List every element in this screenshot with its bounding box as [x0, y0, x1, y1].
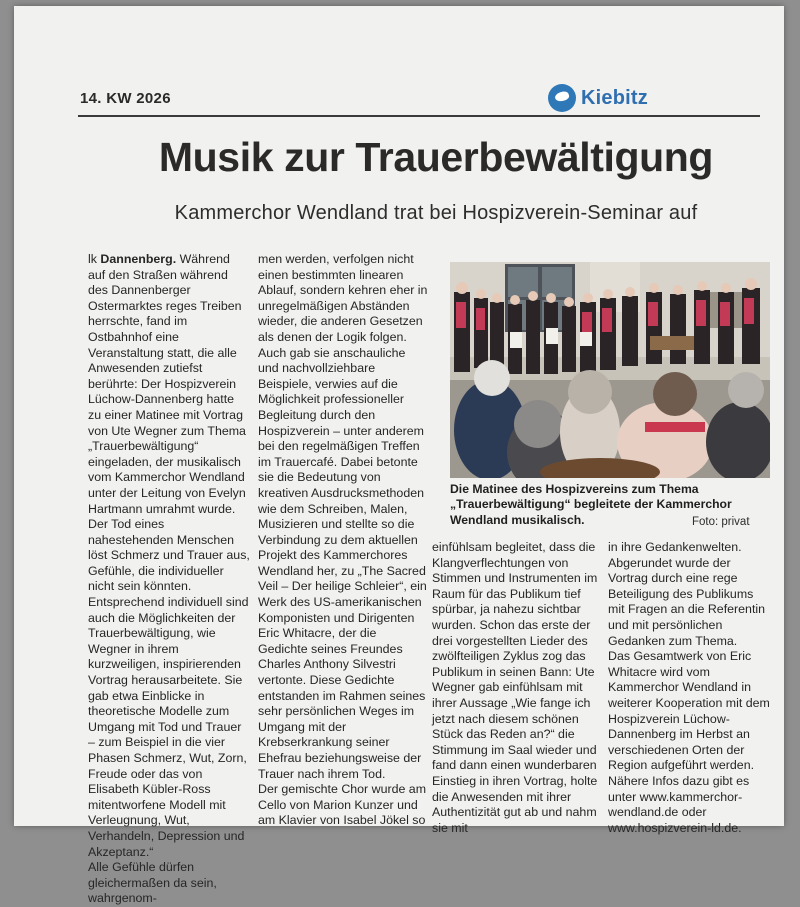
lead-paragraph: Während auf den Straßen während des Dannenberger Ostermarktes reges Treiben herrschte, fand im Ostbahnhof eine Veranstaltung statt, die alle Anwesenden zutiefst berührte: Der Hospizverein Lüchow-Dannenberg hatte zu einer Matinee mit Vortrag von Ute Wegner zum Thema „Trauerbewältigung“ eingeladen, der musikalisch vom Kammerchor Wendland unter der Leitung von Evelyn Hartmann umrahmt wurde. [88, 252, 246, 516]
brand-name: Kiebitz [581, 86, 648, 109]
article-column-4 [608, 540, 772, 836]
photo-caption: Die Matinee des Hospizvereins zum Thema „Trauerbewältigung“ begleitete der Kammerchor Wendland musikalisch. [450, 482, 732, 527]
paragraph: Der Tod eines nahestehenden Menschen löst Schmerz und Trauer aus, Gefühle, die individueller nicht sein könnten. Entsprechend individuell sind auch die Möglichkeiten der Trauerbewältigung, wie Wegner in ihrem kurzweiligen, inspirierenden Vortrag herausarbeitete. Sie gab etwa Einblicke in theoretische Modelle zum Umgang mit Tod und Trauer – zum Beispiel in die vier Phasen Schmerz, Wut, Zorn, Freude oder das von Elisabeth Kübler-Ross mitentworfene Modell mit Verleugnung, Wut, Verhandeln, Depression und Akzeptanz.“ [88, 517, 250, 859]
issue-label: 14. KW 2026 [80, 90, 171, 107]
article-column-1 [88, 252, 250, 907]
header-divider [78, 115, 760, 117]
choir-photo-illustration [450, 262, 770, 478]
photo-credit: Foto: privat [692, 516, 750, 528]
dateline: Dannenberg. [100, 252, 177, 266]
choir-photo [450, 262, 770, 478]
article-column-2 [258, 252, 428, 829]
paragraph: Das Gesamtwerk von Eric Whitacre wird vom Kammerchor Wendland in weiterer Kooperation mit dem Hospizverein Lüchow-Dannenberg im Herbst an verschiedenen Orten der Region aufgeführt werden. Nähere Infos dazu gibt es unter www.kammerchor-wendland.de oder www.hospizverein-ld.de. [608, 649, 770, 835]
article-column-3 [432, 540, 598, 836]
paragraph: Alle Gefühle dürfen gleichermaßen da sein, wahrgenom- [88, 860, 217, 906]
article-headline: Musik zur Trauerbewältigung [158, 134, 714, 180]
column-1-lead [88, 252, 250, 517]
paragraph: Der gemischte Chor wurde am Cello von Marion Kunzer und am Klavier von Isabel Jökel so [258, 782, 427, 828]
paragraph: in ihre Gedankenwelten. Abgerundet wurde der Vortrag durch eine rege Beteiligung des Publikums mit Fragen an die Referentin und mit persönlichen Gedanken zum Thema. [608, 540, 766, 648]
article-subheadline: Kammerchor Wendland trat bei Hospizverein-Seminar auf [174, 202, 698, 224]
brand [548, 84, 648, 112]
author-prefix: lk [88, 252, 97, 266]
paragraph: einfühlsam begleitet, dass die Klangverflechtungen von Stimmen und Instrumenten im Raum für das Publikum tief spürbar, ja nahezu sichtbar wurden. Schon das erste der drei vorgestellten Lieder des zwölfteiligen Zyklus zog das Publikum in seinen Bann: Ute Wegner gab einfühlsam mit ihrer Aussage „Wie fange ich jetzt nach diesem schönen Stück das Reden an?“ die Stimmung im Saal wieder und fand dann einen wunderbaren Einstieg in ihren Vortrag, holte die Anwesenden mit ihrer Authentizität gut ab und nahm sie mit [432, 540, 598, 835]
paragraph: men werden, verfolgen nicht einen bestimmten linearen Ablauf, sondern kehren eher in unregelmäßigen Abständen wieder, die anderen Gesetzen als denen der Logik folgen. Auch gab sie anschauliche und nachvollziehbare Beispiele, verwies auf die Möglichkeit professioneller Begleitung durch den Hospizverein – unter anderem bei den regelmäßigen Treffen im Trauercafé. Dabei betonte sie die Bedeutung von kreativen Ausdrucksmethoden wie dem Schreiben, Malen, Musizieren und stellte so die Verbindung zu dem aktuellen Projekt des Kammerchores Wendland her, zu „The Sacred Veil – Der heilige Schleier“, ein Werk des US-amerikanischen Komponisten und Dirigenten Eric Whitacre, der die Gedichte seines Freundes Charles Anthony Silvestri vertonte. Diese Gedichte entstanden im Rahmen seines sehr persönlichen Weges im Umgang mit der Krebserkrankung seiner Ehefrau beziehungsweise der Trauer nach ihrem Tod. [258, 252, 428, 781]
kiebitz-bird-logo-icon [548, 84, 576, 112]
